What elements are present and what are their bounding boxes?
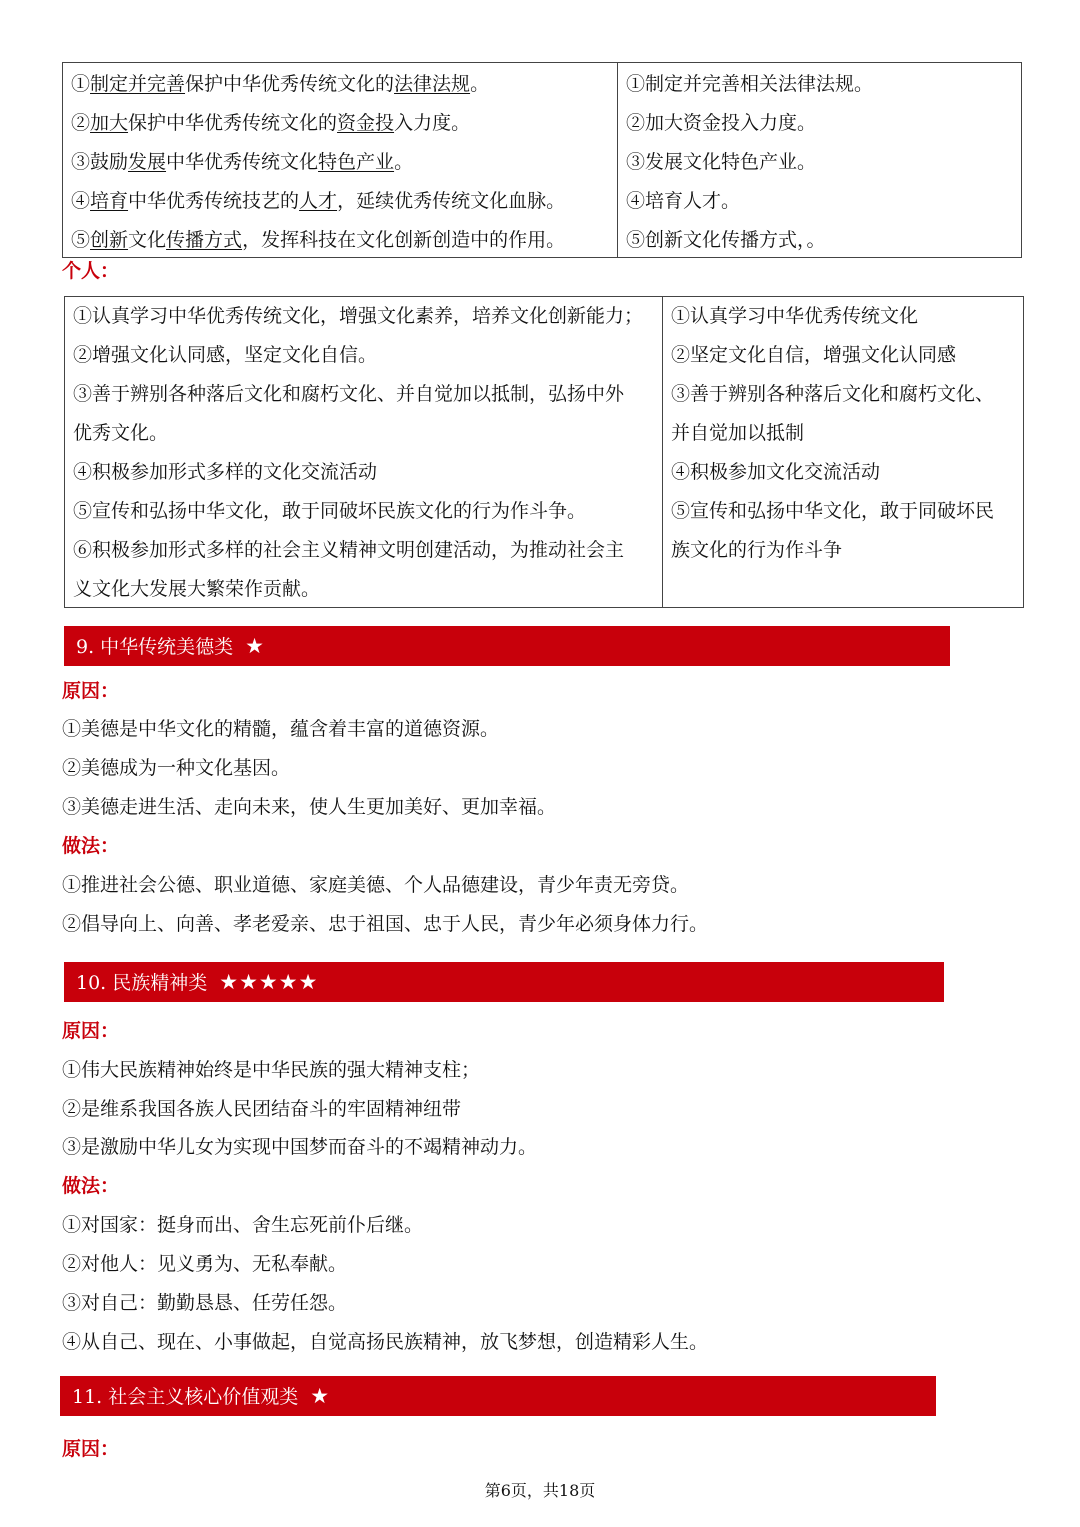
personal-left-line: 义文化大发展大繁荣作贡献。 [73,578,321,600]
section-11-banner [60,1376,936,1416]
text-segment: ⑤ [71,229,91,251]
section-10-reason: ①伟大民族精神始终是中华民族的强大精神支柱； [62,1059,481,1081]
section-10-method-label: 做法： [62,1175,120,1197]
section-10-method: ②对他人：见义勇为、无私奉献。 [62,1253,348,1275]
section-9-title: 9. 中华传统美德类 [76,636,234,658]
star-icon: ★★★★★ [219,970,319,994]
personal-right-line: 并自觉加以抵制 [671,422,805,444]
section-9-method: ②倡导向上、向善、孝老爱亲、忠于祖国、忠于人民，青少年必须身体力行。 [62,913,709,935]
personal-comparison-table [64,296,1024,608]
section-9-reason: ②美德成为一种文化基因。 [62,757,291,779]
star-icon: ★ [310,1384,331,1408]
page-footer: 第6页，共18页 [484,1481,596,1500]
personal-right-line: 族文化的行为作斗争 [671,539,843,561]
underlined-keyword: 制定并完善 [90,73,186,95]
text-segment: 中华优秀传统技艺的 [128,190,300,212]
underlined-keyword: 培育 [90,190,129,212]
top-right-line: ②加大资金投入力度。 [626,112,817,134]
top-comparison-table [62,62,1022,258]
top-right-line: ①制定并完善相关法律法规。 [626,73,874,95]
text-segment: 保护中华优秀传统文化的 [185,73,395,95]
section-10-method: ③对自己：勤勤恳恳、任劳任怨。 [62,1292,348,1314]
personal-left-line: 优秀文化。 [73,422,169,444]
personal-left-line: ②增强文化认同感，坚定文化自信。 [73,344,378,366]
section-10-banner [64,962,944,1002]
underlined-keyword: 创新 [90,229,129,251]
personal-right-line: ④积极参加文化交流活动 [671,461,881,483]
personal-left-line: ③善于辨别各种落后文化和腐朽文化、并自觉加以抵制，弘扬中外 [73,383,625,405]
top-right-line: ⑤创新文化传播方式，。 [626,229,826,251]
underlined-keyword: 资金投 [337,112,395,134]
personal-right-line: ③善于辨别各种落后文化和腐朽文化、 [671,383,995,405]
personal-table-left-col [65,297,663,607]
section-9-reason: ①美德是中华文化的精髓，蕴含着丰富的道德资源。 [62,718,500,740]
section-11-reason-label: 原因： [62,1438,120,1460]
underlined-keyword: 加大 [90,112,129,134]
top-left-line [71,104,609,143]
text-segment: ③鼓励 [71,151,129,173]
section-10-method: ①对国家：挺身而出、舍生忘死前仆后继。 [62,1214,424,1236]
section-9-reason-label: 原因： [62,680,120,702]
text-segment: ，发挥科技在文化创新创造中的作用。 [242,229,566,251]
section-10-reason-label: 原因： [62,1020,120,1042]
underlined-keyword: 人才 [299,190,338,212]
personal-left-line: ①认真学习中华优秀传统文化，增强文化素养，培养文化创新能力； [73,305,644,327]
section-11-title: 11. 社会主义核心价值观类 [72,1386,299,1408]
underlined-keyword: 法律法规 [394,73,471,95]
section-9-method-label: 做法： [62,835,120,857]
text-segment: 保护中华优秀传统文化的 [128,112,338,134]
section-9-banner [64,626,950,666]
section-10-reason: ②是维系我国各族人民团结奋斗的牢固精神纽带 [62,1098,462,1120]
text-segment: 入力度。 [394,112,471,134]
underlined-keyword: 特色产业 [318,151,395,173]
top-table-right-col [618,63,1021,257]
section-10-method: ④从自己、现在、小事做起，自觉高扬民族精神，放飞梦想，创造精彩人生。 [62,1331,709,1353]
text-segment: 。 [470,73,490,95]
personal-left-line: ⑤宣传和弘扬中华文化，敢于同破坏民族文化的行为作斗争。 [73,500,587,522]
personal-left-line: ④积极参加形式多样的文化交流活动 [73,461,378,483]
personal-right-line: ②坚定文化自信，增强文化认同感 [671,344,957,366]
personal-right-line: ⑤宣传和弘扬中华文化，敢于同破坏民 [671,500,995,522]
top-table-left-col [63,63,618,257]
personal-left-line: ⑥积极参加形式多样的社会主义精神文明创建活动，为推动社会主 [73,539,625,561]
text-segment: ① [71,73,91,95]
text-segment: ④ [71,190,91,212]
text-segment: ② [71,112,91,134]
text-segment: 文化 [128,229,167,251]
section-9-reason: ③美德走进生活、走向未来，使人生更加美好、更加幸福。 [62,796,557,818]
top-right-line: ③发展文化特色产业。 [626,151,817,173]
personal-right-line: ①认真学习中华优秀传统文化 [671,305,919,327]
personal-table-right-col [663,297,1023,607]
section-9-method: ①推进社会公德、职业道德、家庭美德、个人品德建设，青少年责无旁贷。 [62,874,690,896]
star-icon: ★ [245,634,265,658]
top-left-line [71,182,609,221]
text-segment: 。 [394,151,414,173]
text-segment: 中华优秀传统文化 [166,151,319,173]
top-right-line: ④培育人才。 [626,190,741,212]
underlined-keyword: 发展 [128,151,167,173]
top-left-line [71,65,609,104]
personal-label: 个人： [62,260,120,282]
section-10-reason: ③是激励中华儿女为实现中国梦而奋斗的不竭精神动力。 [62,1136,538,1158]
top-left-line [71,221,609,260]
underlined-keyword: 传播方式 [166,229,243,251]
top-left-line [71,143,609,182]
section-10-title: 10. 民族精神类 [76,972,208,994]
text-segment: ，延续优秀传统文化血脉。 [337,190,566,212]
